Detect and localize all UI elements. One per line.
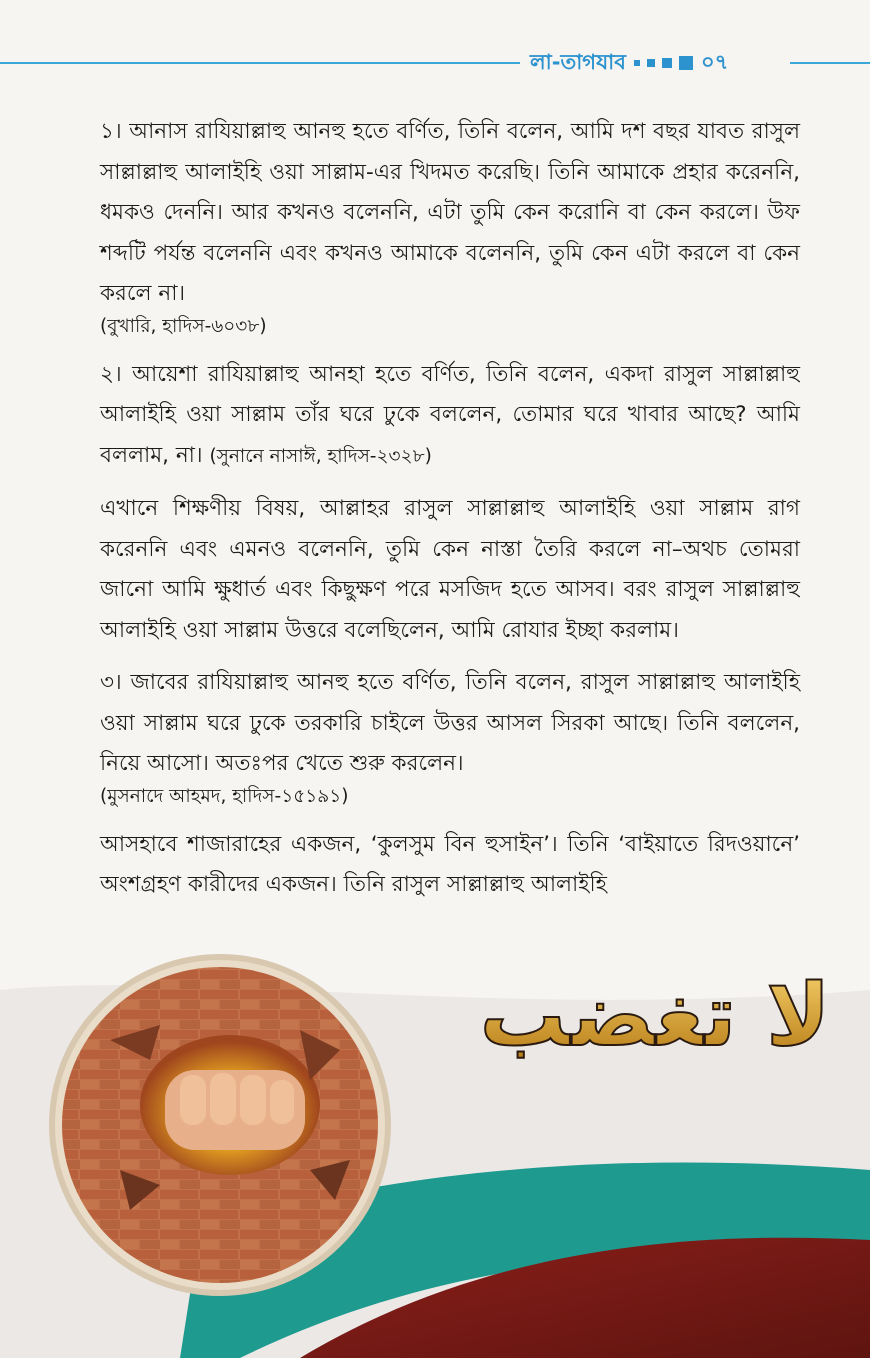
paragraph-1 — [100, 112, 800, 343]
paragraph-3 — [100, 489, 800, 651]
arabic-calligraphy-logo — [440, 955, 870, 1075]
fist-icon — [165, 1070, 305, 1150]
paragraph-1-citation: (বুখারি, হাদিস-৬০৩৮) — [100, 315, 267, 337]
paragraph-4-text: ৩। জাবের রাযিয়াল্লাহু আনহু হতে বর্ণিত, তিনি বলেন, রাসুল সাল্লাল্লাহু আলাইহি ওয়া সাল্লাম ঘরে ঢুকে তরকারি চাইলে উত্তর আসল সিরকা আছে। তিনি বললেন, নিয়ে আসো। অতঃপর খেতে শুরু করলেন। — [100, 670, 800, 776]
paragraph-1-text: ১। আনাস রাযিয়াল্লাহু আনহু হতে বর্ণিত, তিনি বলেন, আমি দশ বছর যাবত রাসুল সাল্লাল্লাহু আলাইহি ওয়া সাল্লাম-এর খিদমত করেছি। তিনি আমাকে প্রহার করেননি, ধমকও দেননি। আর কখনও বলেননি, এটা তুমি কেন করোনি বা কেন করলে। উফ শব্দটি পর্যন্ত বলেননি এবং কখনও আমাকে বলেননি, তুমি কেন এটা করলে বা কেন করলে না। — [100, 119, 800, 306]
header-squares-decoration — [634, 56, 693, 70]
body-text — [100, 112, 800, 918]
paragraph-4 — [100, 663, 800, 813]
paragraph-4-citation: (মুসনাদে আহমদ, হাদিস-১৫১৯১) — [100, 785, 349, 807]
paragraph-5 — [100, 825, 800, 906]
paragraph-2-citation: (সুনানে নাসাঈ, হাদিস-২৩২৮) — [209, 445, 432, 467]
paragraph-2-text: ২। আয়েশা রাযিয়াল্লাহু আনহা হতে বর্ণিত, তিনি বলেন, একদা রাসুল সাল্লাল্লাহু আলাইহি ওয়া সাল্লাম তাঁর ঘরে ঢুকে বললেন, তোমার ঘরে খাবার আছে? আমি বললাম, না। — [100, 361, 800, 468]
header-title: লা-তাগযাব — [530, 49, 626, 74]
paragraph-3-text: এখানে শিক্ষণীয় বিষয়, আল্লাহর রাসুল সাল্লাল্লাহু আলাইহি ওয়া সাল্লাম রাগ করেননি এবং এমনও বলেননি, তুমি কেন নাস্তা তৈরি করলে না–অথচ তোমরা জানো আমি ক্ষুধার্ত এবং কিছুক্ষণ পরে মসজিদ হতে আসব। বরং রাসুল সাল্লাল্লাহু আলাইহি ওয়া সাল্লাম উত্তরে বলেছিলেন, আমি রোযার ইচ্ছা করলাম। — [100, 496, 800, 643]
svg-text:لا تغضب: لا تغضب — [479, 966, 831, 1066]
header-rule-right — [790, 62, 870, 64]
paragraph-2 — [100, 355, 800, 478]
header-rule-left — [0, 62, 520, 64]
paragraph-5-text: আসহাবে শাজারাহের একজন, ‘কুলসুম বিন হুসাইন’। তিনি ‘বাইয়াতে রিদওয়ানে’ অংশগ্রহণ কারীদের একজন। তিনি রাসুল সাল্লাল্লাহু আলাইহি — [100, 831, 800, 897]
running-header — [530, 44, 728, 82]
page-number: ০৭ — [700, 49, 729, 74]
